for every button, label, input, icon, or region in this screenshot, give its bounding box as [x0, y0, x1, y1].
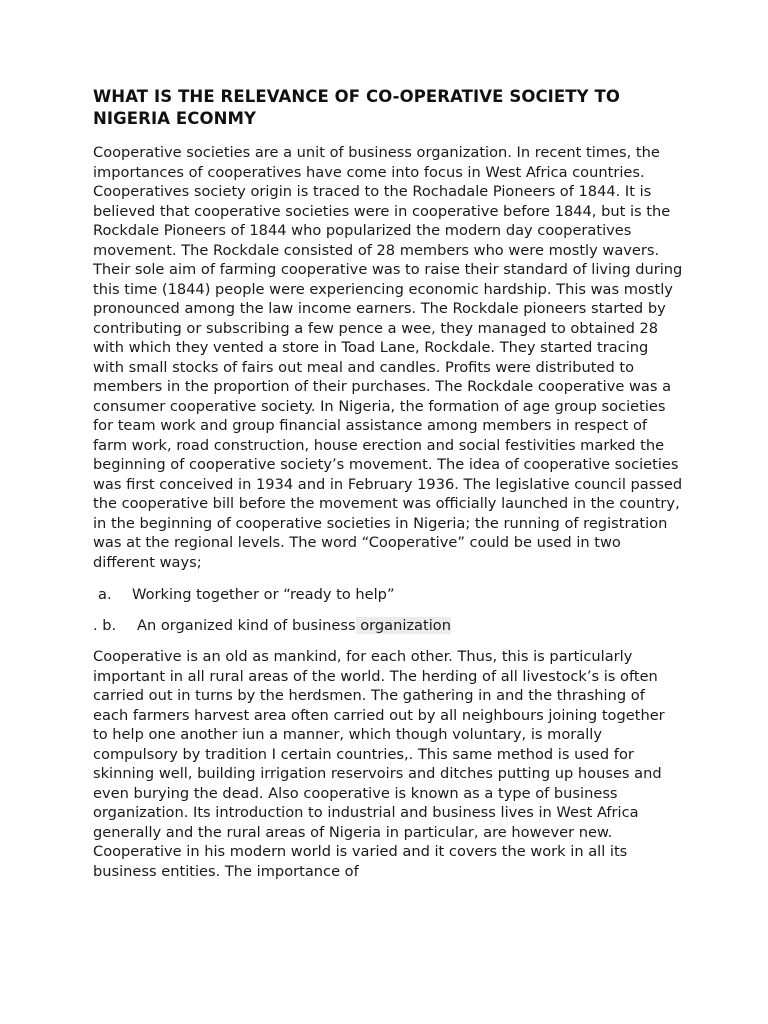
- list-item-b: [93, 616, 683, 636]
- list-text-a: Working together or “ready to help”: [132, 586, 395, 603]
- list-marker-a: a.: [98, 586, 112, 603]
- highlighted-text: organization: [355, 616, 451, 634]
- list-item-a: [93, 585, 683, 605]
- list-text-b: [137, 616, 451, 636]
- list-marker-b: . b.: [93, 616, 117, 634]
- document-title: WHAT IS THE RELEVANCE OF CO-OPERATIVE SOCIETY TO NIGERIA ECONMY: [93, 87, 621, 128]
- document-page: [93, 86, 683, 881]
- paragraph-importance: Cooperative is an old as mankind, for each other. Thus, this is particularly important in all rural areas of the world. The herding of all livestock’s is often carried out in turns by the herdsmen. The gathering in and the thrashing of each farmers harvest area often carried out by all neighbours joining together to help one another iun a manner, which though voluntary, is morally compulsory by tradition I certain countries,. This same method is used for skinning well, building irrigation reservoirs and ditches putting up houses and even burying the dead. Also cooperative is known as a type of business organization. Its introduction to industrial and business lives in West Africa generally and the rural areas of Nigeria in particular, are however new. Cooperative in his modern world is varied and it covers the work in all its business entities. The importance of: [93, 648, 665, 880]
- list-text-b-main: An organized kind of business: [137, 616, 356, 634]
- paragraph-history: Cooperative societies are a unit of business organization. In recent times, the importances of cooperatives have come into focus in West Africa countries. Cooperatives society origin is traced to the Rochadale Pioneers of 1844. It is believed that cooperative societies were in cooperative before 1844, but is the Rockdale Pioneers of 1844 who popularized the modern day cooperatives movement. The Rockdale consisted of 28 members who were mostly wavers. Their sole aim of farming cooperative was to raise their standard of living during this time (1844) people were experiencing economic hardship. This was mostly pronounced among the law income earners. The Rockdale pioneers started by contributing or subscribing a few pence a wee, they managed to obtained 28 with which they vented a store in Toad Lane, Rockdale. They started tracing with small stocks of fairs out meal and candles. Profits were distributed to members in the proportion of their purchases. The Rockdale cooperative was a consumer cooperative society. In Nigeria, the formation of age group societies for team work and group financial assistance among members in respect of farm work, road construction, house erection and social festivities marked the beginning of cooperative society’s movement. The idea of cooperative societies was first conceived in 1934 and in February 1936. The legislative council passed the cooperative bill before the movement was officially launched in the country, in the beginning of cooperative societies in Nigeria; the running of registration was at the regional levels. The word “Cooperative” could be used in two different ways;: [93, 144, 683, 571]
